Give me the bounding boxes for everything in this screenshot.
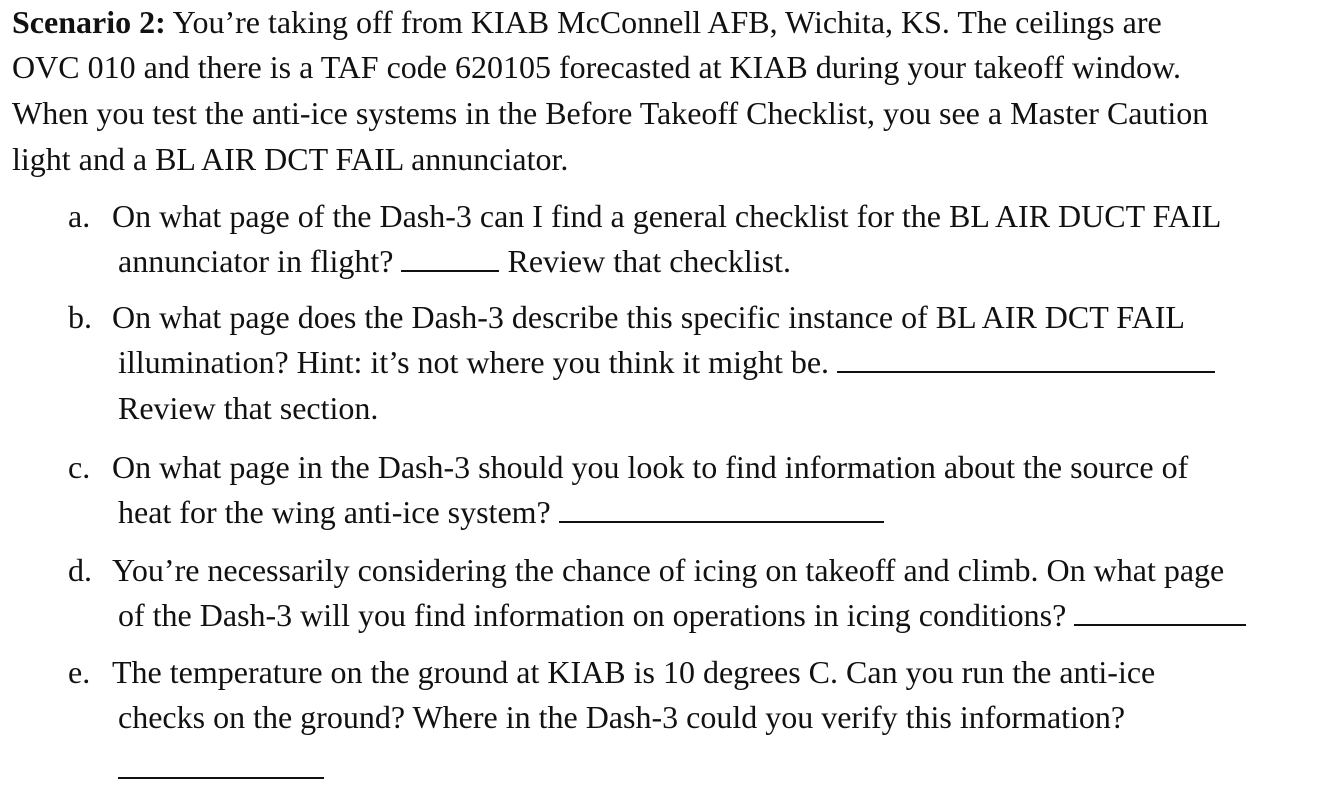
question-b-answer-blank[interactable] bbox=[837, 343, 1215, 373]
question-e-marker: e. bbox=[68, 654, 91, 690]
question-d-answer-blank[interactable] bbox=[1074, 596, 1246, 626]
scenario-line-4: light and a BL AIR DCT FAIL annunciator. bbox=[12, 141, 569, 177]
question-d-marker: d. bbox=[68, 552, 92, 588]
question-c-line-1: On what page in the Dash-3 should you look to find information about the source of bbox=[112, 449, 1189, 485]
scenario-line-1 bbox=[12, 2, 1162, 42]
question-b-text: illumination? Hint: it’s not where you think it might be. bbox=[118, 344, 830, 380]
question-c-text: heat for the wing anti-ice system? bbox=[118, 494, 551, 530]
question-e-answer-blank[interactable] bbox=[118, 777, 324, 779]
question-a-text-after: Review that checklist. bbox=[507, 243, 791, 279]
question-c-line-2 bbox=[118, 492, 884, 532]
question-d-line-2 bbox=[118, 595, 1246, 635]
question-a-line-1: On what page of the Dash-3 can I find a general checklist for the BL AIR DUCT FAIL bbox=[112, 198, 1222, 234]
scenario-heading: Scenario 2: bbox=[12, 4, 166, 40]
question-d-line-1: You’re necessarily considering the chance of icing on takeoff and climb. On what page bbox=[112, 552, 1225, 588]
question-a-marker: a. bbox=[68, 198, 91, 234]
question-e-line-2: checks on the ground? Where in the Dash-3 could you verify this information? bbox=[118, 699, 1126, 735]
question-d-text: of the Dash-3 will you find information on operations in icing conditions? bbox=[118, 597, 1067, 633]
question-c-answer-blank[interactable] bbox=[559, 493, 884, 523]
scenario-line-2: OVC 010 and there is a TAF code 620105 forecasted at KIAB during your takeoff window. bbox=[12, 49, 1182, 85]
question-c-marker: c. bbox=[68, 449, 91, 485]
question-a-answer-blank[interactable] bbox=[401, 242, 499, 272]
question-b-line-2 bbox=[118, 342, 1215, 382]
question-b-marker: b. bbox=[68, 299, 92, 335]
question-b-line-3: Review that section. bbox=[118, 390, 379, 426]
question-a-text-before: annunciator in flight? bbox=[118, 243, 394, 279]
question-a-line-2 bbox=[118, 241, 791, 281]
scenario-text-1: You’re taking off from KIAB McConnell AFB, Wichita, KS. The ceilings are bbox=[165, 4, 1162, 40]
question-e-line-1: The temperature on the ground at KIAB is 10 degrees C. Can you run the anti-ice bbox=[112, 654, 1156, 690]
scenario-line-3: When you test the anti-ice systems in the Before Takeoff Checklist, you see a Master Caution bbox=[12, 95, 1209, 131]
question-b-line-1: On what page does the Dash-3 describe this specific instance of BL AIR DCT FAIL bbox=[112, 299, 1185, 335]
